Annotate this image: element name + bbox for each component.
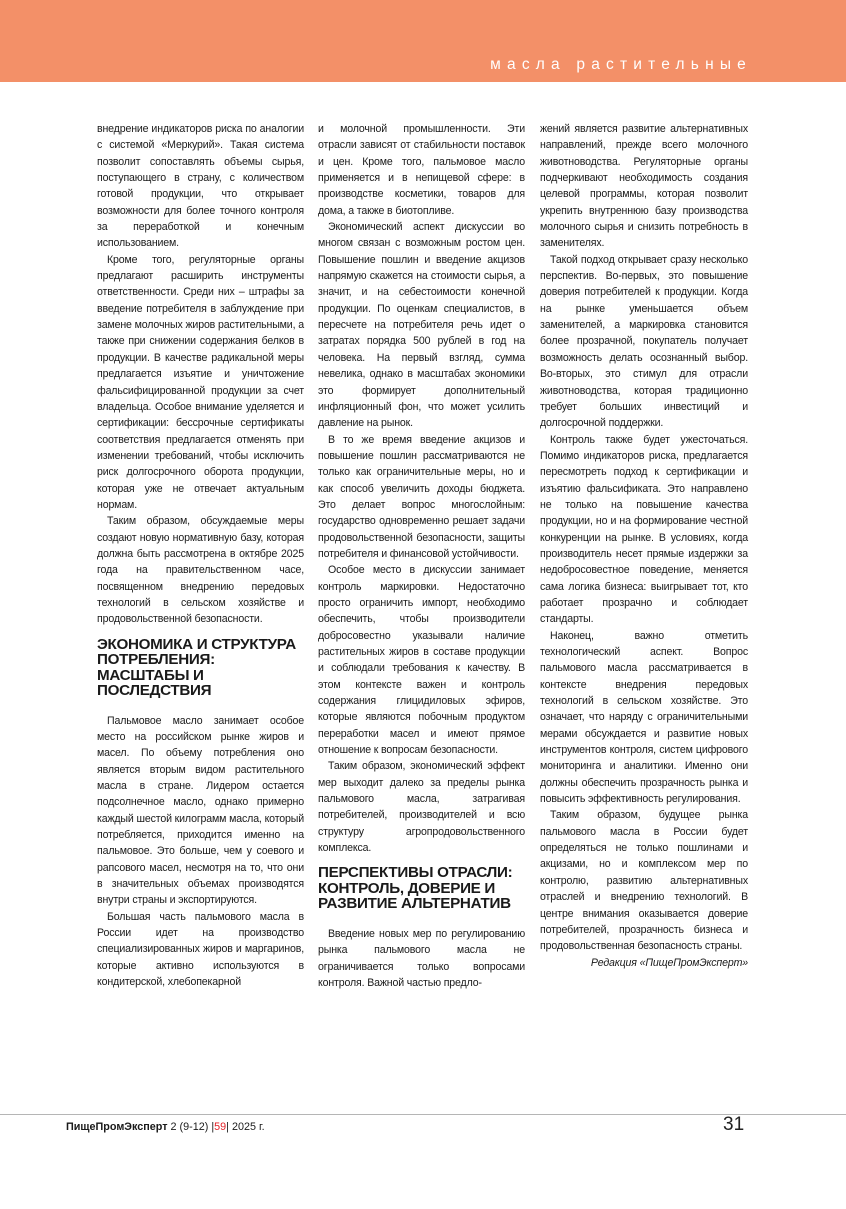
paragraph: Такой подход открывает сразу несколько перспектив. Во-первых, это повышение доверия потребителей к продукции. Когда на рынке уменьшается объем заменителей, а маркировка становится более прозрачной, покупатель получает возможность делать осознанный выбор. Во-вторых, это стимул для отрасли животноводства, которая традиционно требует больших инвестиций и долгосрочной поддержки.	[540, 253, 748, 430]
author-signature: Редакция «ПищеПромЭксперт»	[590, 956, 748, 969]
paragraph: Особое место в дискуссии занимает контроль маркировки. Недостаточно просто ограничить импорт, необходимо обеспечить, чтобы производители добросовестно указывали наличие растительных жиров в составе продукции и соблюдали требования к качеству. В этом контексте важен и контроль содержания глицидиловых эфиров, которые являются побочным продуктом переработки масел и имеют прямое отношение к вопросам безопасности.	[318, 564, 525, 757]
article-column-1	[97, 121, 304, 991]
magazine-brand: ПищеПромЭксперт	[66, 1121, 168, 1133]
paragraph: Контроль также будет ужесточаться. Помимо индикаторов риска, предлагается пересмотреть подход к сертификации и изъятию фальсификата. Это направлено не только на повышение качества продукции, но и на формирование честной конкуренции на рынке. В условиях, когда производитель несет прямые издержки за недобросовестное поведение, меняется сама логика бизнеса: выигрывает тот, кто работает прозрачно и соблюдает стандарты.	[540, 433, 748, 626]
paragraph: Наконец, важно отметить технологический аспект. Вопрос пальмового масла рассматривается в контексте внедрения передовых технологий в сельском хозяйстве. Это означает, что наряду с ограничительными мерами обсуждается и развитие новых инструментов контроля, систем цифрового мониторинга и аналитики. Именно они должны обеспечить прозрачность рынка и повысить эффективность регулирования.	[540, 629, 748, 806]
issue-prefix: 2 (9-12) |	[167, 1121, 215, 1133]
paragraph: Пальмовое масло занимает особое место на российском рынке жиров и масел. По объему потребления оно является вторым видом растительного масла в стране. Лидером остается подсолнечное масло, однако примерно каждый шестой килограмм масла, который потребляется, приходится именно на пальмовое. Это больше, чем у соевого и рапсового масел, несмотря на то, что они в значительных объемах производятся внутри страны и экспортируются.	[97, 714, 304, 907]
issue-suffix: | 2025 г.	[226, 1121, 265, 1133]
footer-issue-info	[66, 1121, 265, 1133]
section-header-band	[0, 0, 846, 82]
paragraph: Таким образом, будущее рынка пальмового масла в России будет определяться не только пошлинами и акцизами, но и комплексом мер по контролю, развитию альтернативных отраслей и внедрению технологий. В центре внимания оказывается доверие потребителей, прозрачность бизнеса и продовольственная безопасность страны.	[540, 809, 748, 953]
paragraph: жений является развитие альтернативных направлений, прежде всего молочного животноводства. Регуляторные органы подчеркивают необходимость создания целевой программы, которая позволит укрепить внутреннюю базу производства молочного сырья и снизить потребность в заменителях.	[540, 123, 748, 250]
page-number: 31	[723, 1114, 745, 1135]
paragraph: Кроме того, регуляторные органы предлагают расширить инструменты ответственности. Среди них – штрафы за введение потребителя в заблуждение при замене молочных жиров растительными, а также при снижении содержания белков в продукции. В качестве радикальной меры предлагается изъятие и уничтожение фальсифицированной продукции за счет владельца. Особое внимание уделяется и сертификации: бессрочные сертификаты соответствия предлагается отменять при изменении требований, чтобы исключить риск долгосрочного оборота продукции, которая уже не отвечает актуальным нормам.	[97, 253, 304, 511]
paragraph: Таким образом, обсуждаемые меры создают новую нормативную базу, которая должна быть рассмотрена в октябре 2025 года на правительственном часе, посвященном внедрению передовых технологий в сельском хозяйстве и продовольственной безопасности.	[97, 515, 304, 626]
paragraph: Большая часть пальмового масла в России идет на производство специализированных жиров и маргаринов, которые активно используются в кондитерской, хлебопекарной	[97, 910, 304, 989]
footer-divider	[0, 1114, 846, 1115]
paragraph: Таким образом, экономический эффект мер выходит далеко за пределы рынка пальмового масла, затрагивая потребителей, производителей и всю структуру агропродовольственного комплекса.	[318, 760, 525, 855]
section-heading-prospects: ПЕРСПЕКТИВЫ ОТРАСЛИ: КОНТРОЛЬ, ДОВЕРИЕ И РАЗВИТИЕ АЛЬТЕРНАТИВ	[318, 864, 513, 913]
paragraph: и молочной промышленности. Эти отрасли зависят от стабильности поставок и цен. Кроме того, пальмовое масло применяется и в непищевой сфере: в производстве косметики, товаров для дома, а также в биотопливе.	[318, 123, 525, 217]
paragraph: В то же время введение акцизов и повышение пошлин рассматриваются не только как ограничительные меры, но и как способ увеличить доходы бюджета. Это делает вопрос многослойным: государство одновременно решает задачи продовольственной безопасности, защиты потребителя и финансовой устойчивости.	[318, 433, 525, 560]
issue-number: 59	[214, 1121, 227, 1133]
article-column-2	[318, 121, 525, 991]
paragraph: Экономический аспект дискуссии во многом связан с возможным ростом цен. Повышение пошлин и введение акцизов напрямую скажется на стоимости сырья, а значит, и на себестоимости конечной продукции. По оценкам специалистов, в пересчете на потребителя речь идет о затратах порядка 500 рублей в год на человека. На первый взгляд, сумма невелика, однако в масштабах экономики это формирует дополнительный инфляционный фон, что может усилить давление на рынок.	[318, 221, 525, 430]
section-heading-economics: ЭКОНОМИКА И СТРУКТУРА ПОТРЕБЛЕНИЯ: МАСШТАБЫ И ПОСЛЕДСТВИЯ	[97, 635, 296, 700]
section-title: масла растительные	[490, 56, 752, 73]
article-column-3	[540, 121, 748, 971]
paragraph: внедрение индикаторов риска по аналогии с системой «Меркурий». Такая система позволит сопоставлять объемы сырья, поступающего в страну, с количеством готовой продукции, что открывает возможности для более точного контроля за переработкой и конечным использованием.	[97, 123, 304, 250]
paragraph: Введение новых мер по регулированию рынка пальмового масла не ограничивается только вопросами контроля. Важной частью предло-	[318, 927, 525, 989]
